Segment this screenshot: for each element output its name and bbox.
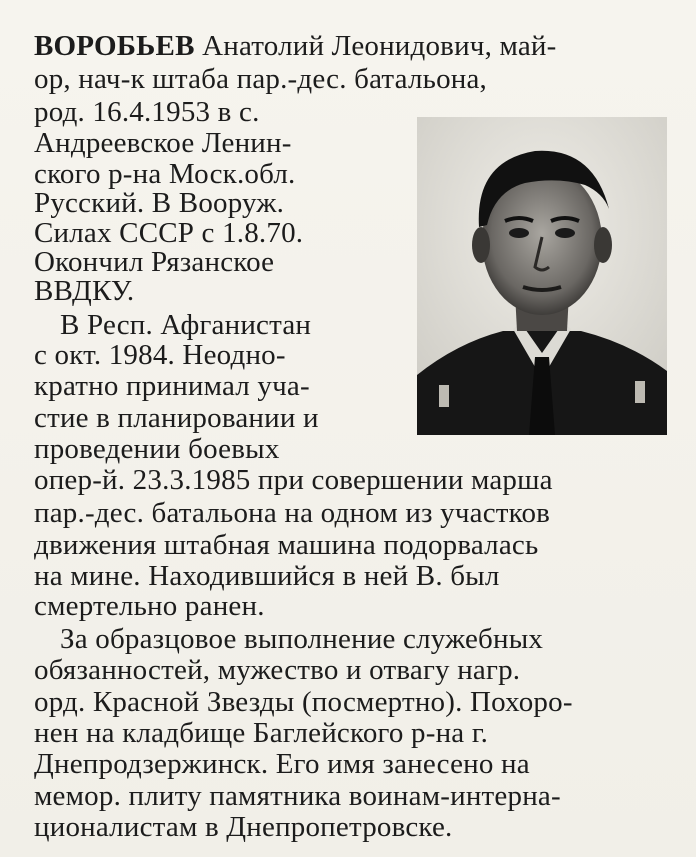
text-line-3: род. 16.4.1953 в с. [34,96,260,128]
text-line-18: на мине. Находившийся в ней В. был [34,560,500,592]
text-line-9: ВВДКУ. [34,275,135,307]
name-rank: Анатолий Леонидович, май- [194,30,557,62]
portrait-photo [417,117,667,435]
text-line-4: Андреевское Ленин- [34,127,292,159]
text-line-7: Силах СССР с 1.8.70. [34,217,304,249]
surname: ВОРОБЬЕВ [34,30,195,62]
paragraph-2-start: В Респ. Афганистан [60,309,312,341]
text-line-16: пар.-дес. батальона на одном из участков [34,497,551,529]
text-line-13: стие в планировании и [34,402,319,434]
text-line-24: Днепродзержинск. Его имя занесено на [34,748,530,780]
text-line-22: орд. Красной Звезды (посмертно). Похоро- [34,686,573,718]
text-line-2: ор, нач-к штаба пар.-дес. батальона, [34,63,488,95]
text-line-11: с окт. 1984. Неодно- [34,339,286,371]
text-line-12: кратно принимал уча- [34,370,310,402]
text-line-1 [34,30,556,63]
text-line-25: мемор. плиту памятника воинам-интерна- [34,780,561,812]
text-line-26: ционалистам в Днепропетровске. [34,811,453,843]
text-line-23: нен на кладбище Баглейского р-на г. [34,717,489,749]
text-line-8: Окончил Рязанское [34,246,275,278]
text-line-19: смертельно ранен. [34,590,265,622]
text-line-5: ского р-на Моск.обл. [34,158,296,190]
text-line-17: движения штабная машина подорвалась [34,529,539,561]
text-line-15: опер-й. 23.3.1985 при совершении марша [34,464,553,496]
text-line-21: обязанностей, мужество и отвагу нагр. [34,654,521,686]
text-line-14: проведении боевых [34,433,280,465]
text-line-6: Русский. В Вооруж. [34,187,285,219]
paragraph-3-start: За образцовое выполнение служебных [60,623,544,655]
